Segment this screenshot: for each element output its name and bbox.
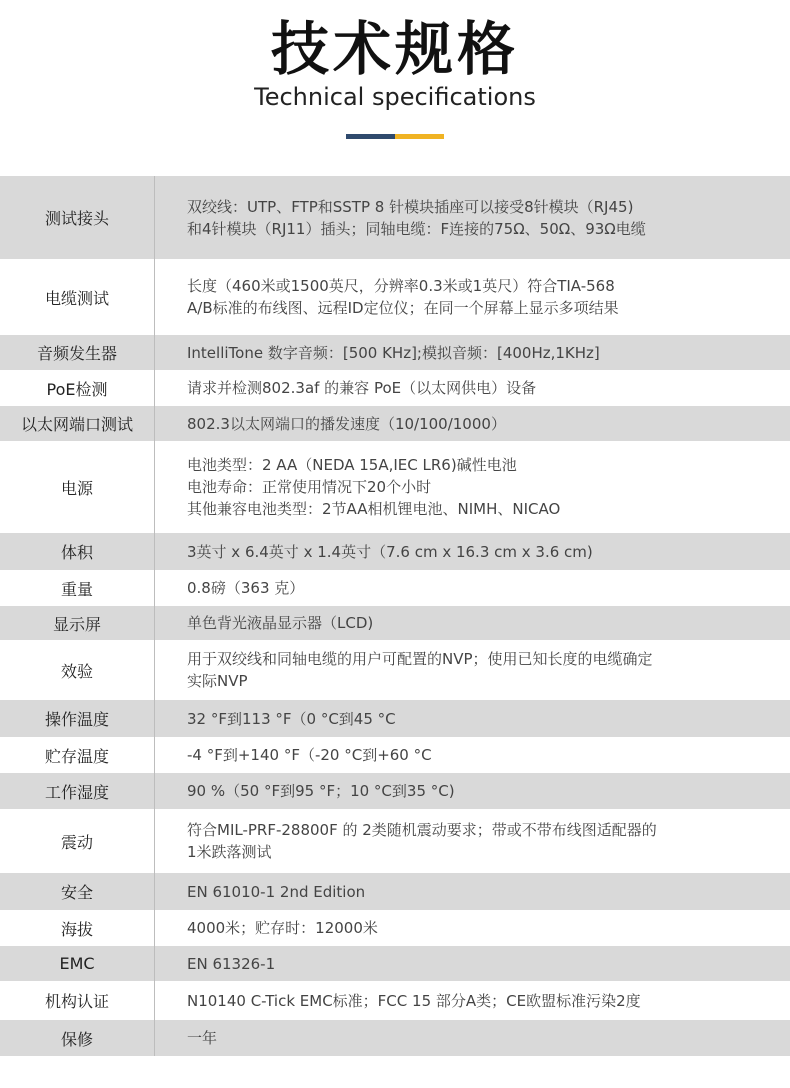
spec-value: 符合MIL-PRF-28800F 的 2类随机震动要求；带或不带布线图适配器的 1米跌落测试	[187, 821, 657, 861]
spec-value: EN 61326-1	[187, 954, 276, 973]
spec-row	[0, 1020, 790, 1056]
spec-label: EMC	[0, 946, 155, 981]
spec-value: 802.3以太网端口的播发速度（10/100/1000）	[187, 414, 506, 433]
header	[0, 0, 790, 176]
title-divider	[346, 134, 444, 139]
spec-row	[0, 335, 790, 370]
spec-row	[0, 370, 790, 406]
spec-row	[0, 809, 790, 873]
spec-value: 32 °F到113 °F（0 °C到45 °C	[187, 709, 396, 728]
spec-row	[0, 176, 790, 259]
spec-label: 测试接头	[0, 176, 155, 259]
spec-value: 单色背光液晶显示器（LCD)	[187, 614, 374, 632]
spec-value: 电池类型：2 AA（NEDA 15A,IEC LR6)碱性电池 电池寿命：正常使用情况下20个小时 其他兼容电池类型：2节AA相机锂电池、NIMH、NICAO	[187, 456, 561, 518]
spec-label: 机构认证	[0, 981, 155, 1020]
spec-value-cell	[155, 773, 790, 809]
spec-row	[0, 700, 790, 737]
spec-row	[0, 737, 790, 773]
spec-value: 长度（460米或1500英尺，分辨率0.3米或1英尺）符合TIA-568 A/B标准的布线图、远程ID定位仪；在同一个屏幕上显示多项结果	[187, 277, 619, 317]
spec-table	[0, 176, 790, 1056]
spec-value-cell	[155, 259, 790, 335]
spec-value: IntelliTone 数字音频：[500 KHz];模拟音频：[400Hz,1KHz]	[187, 343, 600, 362]
spec-label: 操作温度	[0, 700, 155, 737]
spec-value-cell	[155, 910, 790, 946]
spec-row	[0, 640, 790, 700]
spec-label: 工作湿度	[0, 773, 155, 809]
page-subtitle: Technical specifications	[254, 83, 536, 111]
spec-value: 双绞线：UTP、FTP和SSTP 8 针模块插座可以接受8针模块（RJ45) 和4针模块（RJ11）插头；同轴电缆：F连接的75Ω、50Ω、93Ω电缆	[187, 197, 646, 238]
spec-label: 显示屏	[0, 606, 155, 640]
divider-left	[346, 134, 395, 139]
spec-value: 3英寸 x 6.4英寸 x 1.4英寸（7.6 cm x 16.3 cm x 3.6 cm)	[187, 542, 593, 561]
spec-label: 体积	[0, 533, 155, 570]
spec-value: -4 °F到+140 °F（-20 °C到+60 °C	[187, 746, 432, 764]
spec-row	[0, 873, 790, 910]
spec-value-cell	[155, 370, 790, 406]
spec-value-cell	[155, 570, 790, 606]
spec-row	[0, 259, 790, 335]
spec-value: 4000米；贮存时：12000米	[187, 919, 378, 937]
spec-value-cell	[155, 809, 790, 873]
spec-label: 海拔	[0, 910, 155, 946]
spec-value-cell	[155, 441, 790, 533]
spec-row	[0, 606, 790, 640]
spec-label: 安全	[0, 873, 155, 910]
spec-value: 用于双绞线和同轴电缆的用户可配置的NVP；使用已知长度的电缆确定 实际NVP	[187, 650, 653, 690]
page-title: 技术规格	[270, 15, 519, 83]
spec-value: EN 61010-1 2nd Edition	[187, 882, 366, 901]
spec-value-cell	[155, 606, 790, 640]
spec-row	[0, 946, 790, 981]
spec-label: 以太网端口测试	[0, 406, 155, 441]
spec-label: 贮存温度	[0, 737, 155, 773]
spec-label: 电缆测试	[0, 259, 155, 335]
spec-value-cell	[155, 640, 790, 700]
spec-value: 请求并检测802.3af 的兼容 PoE（以太网供电）设备	[187, 379, 537, 397]
spec-value-cell	[155, 873, 790, 910]
spec-label: 效验	[0, 640, 155, 700]
spec-row	[0, 910, 790, 946]
spec-label: 音频发生器	[0, 335, 155, 370]
spec-row	[0, 533, 790, 570]
spec-row	[0, 441, 790, 533]
spec-row	[0, 981, 790, 1020]
spec-value-cell	[155, 700, 790, 737]
spec-value-cell	[155, 981, 790, 1020]
spec-value-cell	[155, 335, 790, 370]
spec-label: PoE检测	[0, 370, 155, 406]
spec-value-cell	[155, 1020, 790, 1056]
spec-label: 震动	[0, 809, 155, 873]
spec-value: 0.8磅（363 克）	[187, 579, 305, 597]
spec-value-cell	[155, 946, 790, 981]
spec-label: 电源	[0, 441, 155, 533]
spec-row	[0, 406, 790, 441]
spec-value: 一年	[187, 1029, 218, 1047]
spec-value-cell	[155, 176, 790, 259]
spec-row	[0, 773, 790, 809]
divider-right	[395, 134, 444, 139]
spec-value-cell	[155, 406, 790, 441]
spec-value: 90 %（50 °F到95 °F；10 °C到35 °C)	[187, 782, 455, 800]
spec-label: 保修	[0, 1020, 155, 1056]
spec-label: 重量	[0, 570, 155, 606]
spec-value: N10140 C-Tick EMC标准；FCC 15 部分A类；CE欧盟标准污染2度	[187, 991, 641, 1010]
spec-value-cell	[155, 533, 790, 570]
spec-row	[0, 570, 790, 606]
spec-value-cell	[155, 737, 790, 773]
